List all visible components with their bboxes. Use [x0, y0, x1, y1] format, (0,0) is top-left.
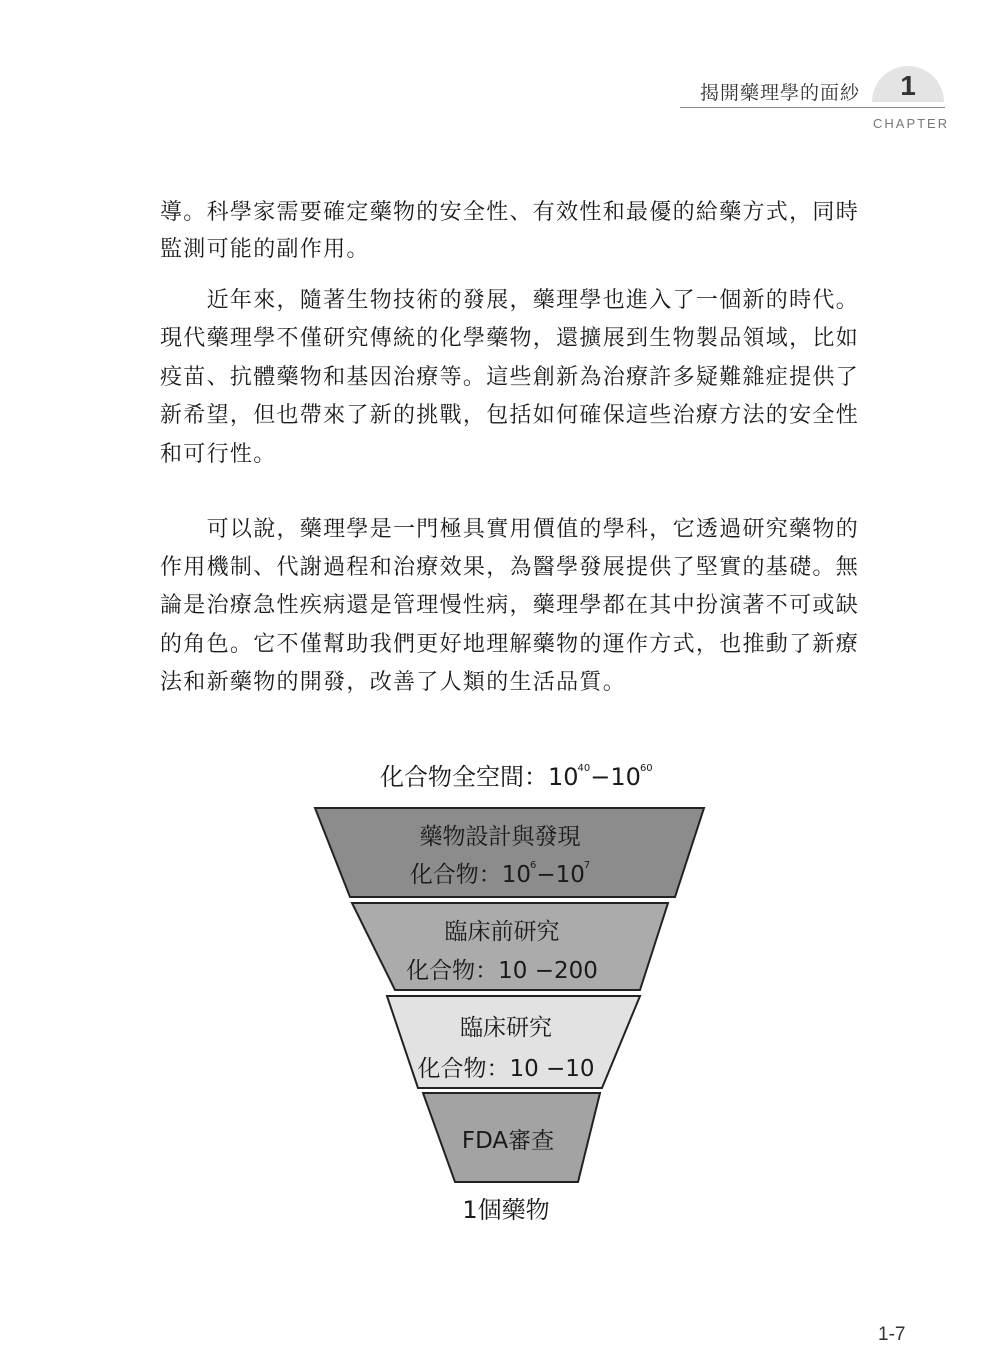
stage-name: 臨床前研究 [444, 919, 560, 945]
chapter-label: CHAPTER [873, 116, 950, 131]
body-line: 法和新藥物的開發，改善了人類的生活品質。 [160, 670, 627, 695]
stage-count: 化合物：10 −200 [406, 958, 598, 984]
body-line: 監測可能的副作用。 [160, 237, 370, 262]
stage-name: 臨床研究 [460, 1015, 552, 1041]
body-line: 新希望，但也帶來了新的挑戰，包括如何確保這些治療方法的安全性 [160, 403, 860, 428]
chapter-title: 揭開藥理學的面紗 [700, 82, 861, 104]
body-line: 論是治療急性疾病還是管理慢性病，藥理學都在其中扮演著不可或缺 [160, 593, 860, 618]
stage-name: FDA審查 [461, 1128, 555, 1154]
stage-count: 化合物：10 −10 [417, 1056, 595, 1082]
figure-title: 化合物全空間：$10^{40}-10^{60}$ [380, 763, 653, 791]
body-line: 導。科學家需要確定藥物的安全性、有效性和最優的給藥方式，同時 [160, 200, 860, 225]
stage-count: 化合物：$10^6-10^7$ [409, 860, 591, 888]
body-line: 和可行性。 [160, 442, 277, 467]
body-line: 現代藥理學不僅研究傳統的化學藥物，還擴展到生物製品領域，比如 [160, 326, 860, 351]
body-line: 的角色。它不僅幫助我們更好地理解藥物的運作方式，也推動了新療 [160, 632, 860, 657]
stage-name: 藥物設計與發現 [419, 824, 581, 850]
funnel-result: 1個藥物 [462, 1196, 550, 1224]
body-line: 近年來，隨著生物技術的發展，藥理學也進入了一個新的時代。 [160, 288, 860, 313]
body-line: 作用機制、代謝過程和治療效果，為醫學發展提供了堅實的基礎。無 [160, 555, 860, 580]
body-line: 疫苗、抗體藥物和基因治療等。這些創新為治療許多疑難雜症提供了 [160, 365, 860, 390]
page-number: 1-7 [878, 1324, 906, 1345]
chapter-number: 1 [900, 70, 916, 101]
body-line: 可以說，藥理學是一門極具實用價值的學科，它透過研究藥物的 [160, 517, 860, 542]
